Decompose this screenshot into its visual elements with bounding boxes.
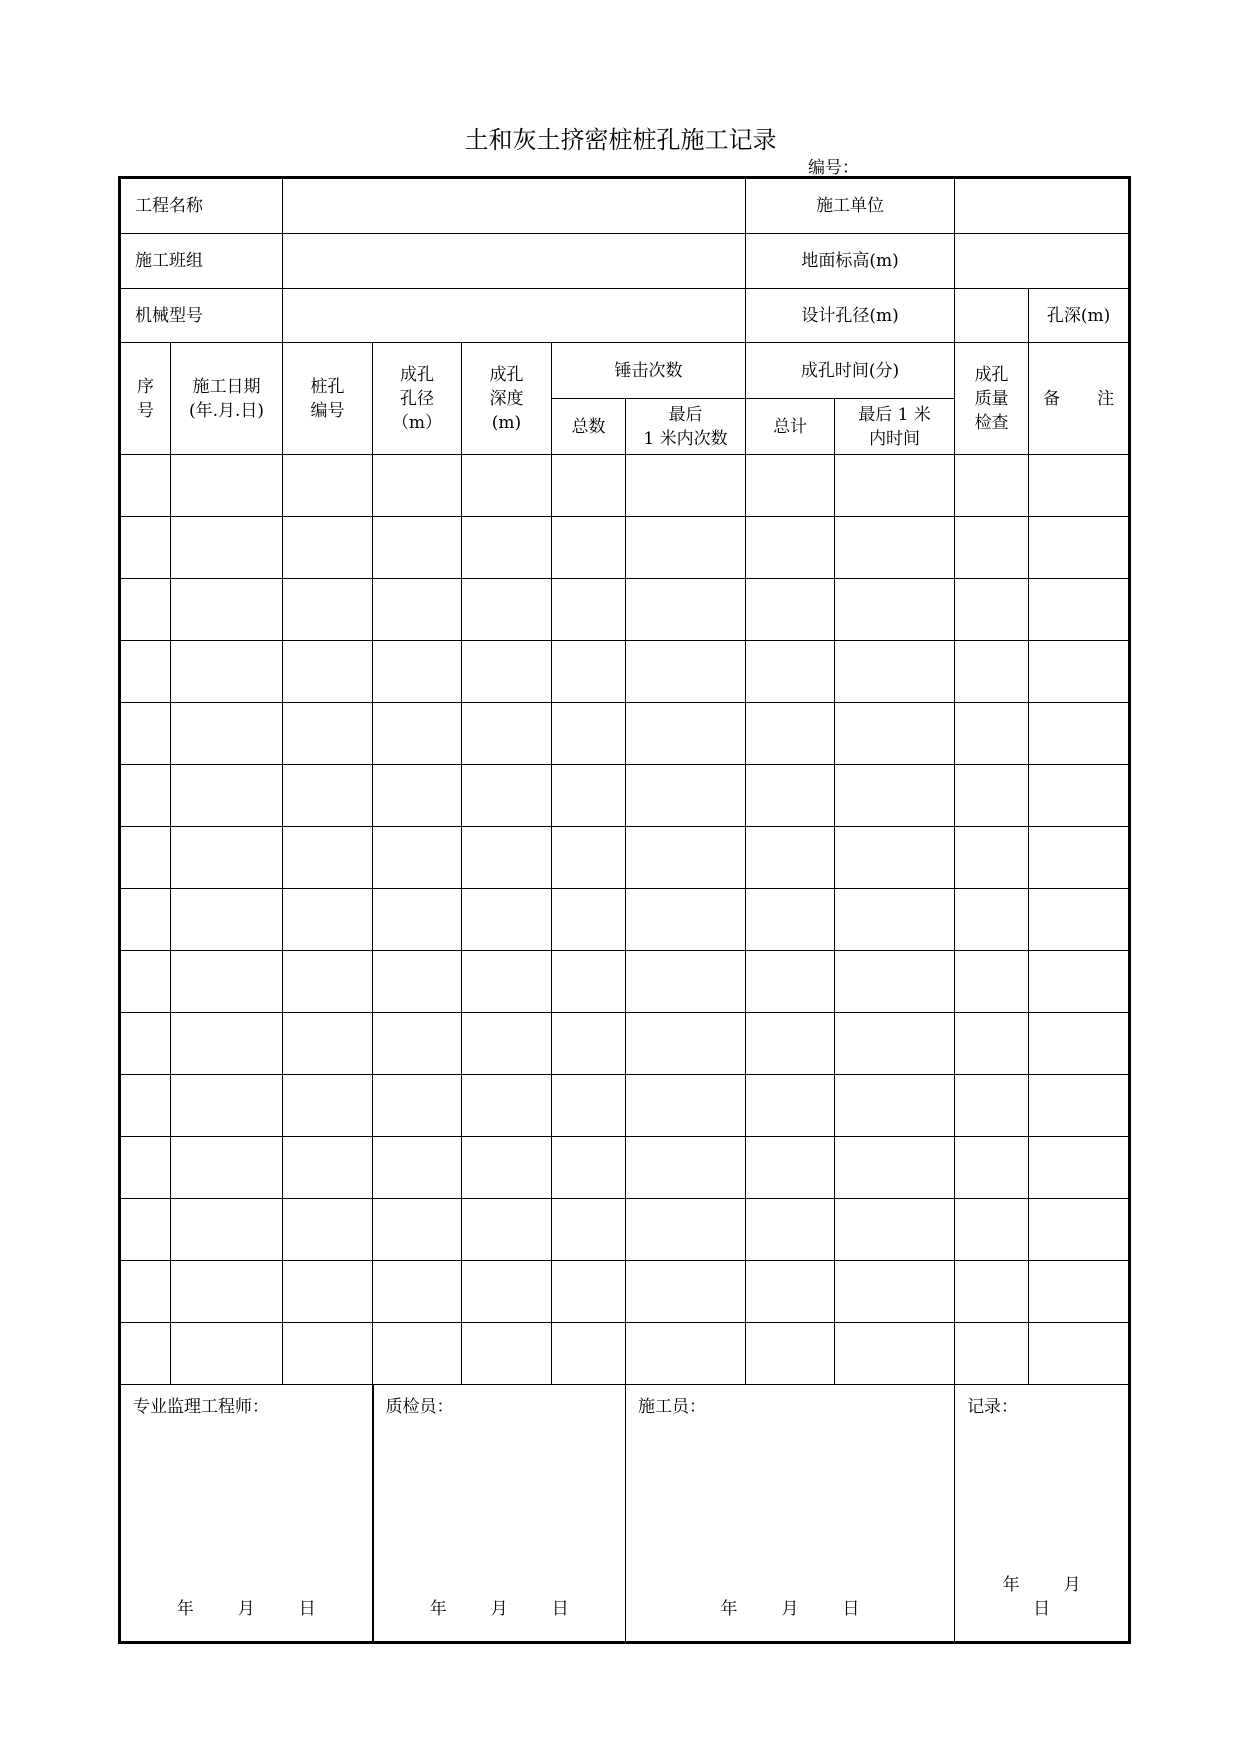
table-cell[interactable] [626,765,746,827]
col-depth-header: 成孔 深度 (m) [462,343,552,455]
signature-inspector[interactable]: 质检员： 年 月 日 [373,1385,626,1643]
table-row [120,765,1130,827]
table-cell[interactable] [955,517,1029,579]
table-cell[interactable] [552,1323,626,1385]
table-cell[interactable] [835,703,955,765]
table-cell[interactable] [373,765,462,827]
table-row [120,1261,1130,1323]
table-cell[interactable] [120,703,171,765]
table-cell[interactable] [835,951,955,1013]
table-cell[interactable] [1029,1075,1130,1137]
table-cell[interactable] [955,1323,1029,1385]
table-cell[interactable] [552,703,626,765]
table-cell[interactable] [373,1323,462,1385]
table-cell[interactable] [1029,455,1130,517]
project-name-label: 工程名称 [120,178,283,234]
hole-depth-label: 孔深(m) [1029,289,1130,343]
table-cell[interactable] [283,1261,373,1323]
ground-elevation-field[interactable] [955,234,1130,289]
table-cell[interactable] [552,455,626,517]
table-cell[interactable] [626,889,746,951]
table-cell[interactable] [626,1075,746,1137]
table-cell[interactable] [462,517,552,579]
table-cell[interactable] [835,1137,955,1199]
col-time-group-header: 成孔时间(分) [746,343,955,399]
table-cell[interactable] [955,889,1029,951]
table-cell[interactable] [373,641,462,703]
signature-date: 年 月 日 [429,1599,569,1619]
table-cell[interactable] [373,517,462,579]
col-pile-no-header: 桩孔 编号 [283,343,373,455]
table-cell[interactable] [120,765,171,827]
table-cell[interactable] [552,1137,626,1199]
table-cell[interactable] [171,1137,283,1199]
table-cell[interactable] [120,1323,171,1385]
table-cell[interactable] [746,1199,835,1261]
design-diameter-label: 设计孔径(m) [746,289,955,343]
table-cell[interactable] [283,951,373,1013]
col-seq-header: 序 号 [120,343,171,455]
table-cell[interactable] [746,517,835,579]
table-cell[interactable] [1029,1013,1130,1075]
col-time-total-header: 总计 [746,399,835,455]
table-cell[interactable] [171,1261,283,1323]
col-hammer-last-header: 最后 1 米内次数 [626,399,746,455]
table-cell[interactable] [1029,827,1130,889]
table-cell[interactable] [171,1075,283,1137]
signature-builder[interactable]: 施工员： 年 月 日 [626,1385,955,1643]
table-cell[interactable] [373,951,462,1013]
table-cell[interactable] [835,1199,955,1261]
table-cell[interactable] [746,1261,835,1323]
table-cell[interactable] [373,703,462,765]
doc-number-label: 编号： [808,158,859,178]
table-cell[interactable] [835,1075,955,1137]
signature-date: 年 月日 [1002,1575,1081,1619]
signature-row [120,1385,1130,1643]
table-cell[interactable] [746,1137,835,1199]
table-cell[interactable] [955,827,1029,889]
table-cell[interactable] [955,579,1029,641]
page-title: 土和灰土挤密桩桩孔施工记录 [464,126,777,154]
table-cell[interactable] [120,1199,171,1261]
table-cell[interactable] [462,1013,552,1075]
table-cell[interactable] [283,1137,373,1199]
table-cell[interactable] [746,641,835,703]
table-cell[interactable] [746,579,835,641]
table-cell[interactable] [955,455,1029,517]
table-row [120,455,1130,517]
table-cell[interactable] [462,641,552,703]
table-cell[interactable] [283,1013,373,1075]
table-cell[interactable] [1029,1137,1130,1199]
table-cell[interactable] [746,1075,835,1137]
table-cell[interactable] [746,889,835,951]
table-cell[interactable] [746,1013,835,1075]
table-cell[interactable] [626,1323,746,1385]
table-cell[interactable] [626,951,746,1013]
table-cell[interactable] [120,517,171,579]
table-cell[interactable] [171,765,283,827]
table-cell[interactable] [552,827,626,889]
table-cell[interactable] [626,827,746,889]
table-row [120,827,1130,889]
table-row [120,1323,1130,1385]
table-row [120,641,1130,703]
table-cell[interactable] [552,889,626,951]
table-cell[interactable] [835,765,955,827]
table-cell[interactable] [462,1137,552,1199]
table-cell[interactable] [171,641,283,703]
table-cell[interactable] [283,1075,373,1137]
signature-date: 年 月 日 [720,1599,860,1619]
table-cell[interactable] [120,579,171,641]
table-cell[interactable] [120,1137,171,1199]
table-cell[interactable] [283,1323,373,1385]
table-cell[interactable] [462,827,552,889]
table-cell[interactable] [462,579,552,641]
table-cell[interactable] [1029,1323,1130,1385]
ground-elevation-label: 地面标高(m) [746,234,955,289]
table-cell[interactable] [462,1075,552,1137]
table-cell[interactable] [746,951,835,1013]
table-cell[interactable] [746,1323,835,1385]
table-cell[interactable] [283,455,373,517]
table-cell[interactable] [955,1075,1029,1137]
table-cell[interactable] [626,1137,746,1199]
table-cell[interactable] [955,703,1029,765]
table-cell[interactable] [120,827,171,889]
table-cell[interactable] [120,455,171,517]
col-time-last-header: 最后 1 米 内时间 [835,399,955,455]
table-cell[interactable] [552,765,626,827]
table-cell[interactable] [1029,579,1130,641]
col-hammer-total-header: 总数 [552,399,626,455]
table-cell[interactable] [373,455,462,517]
info-row-2 [120,234,1130,289]
table-cell[interactable] [171,517,283,579]
table-cell[interactable] [955,1261,1029,1323]
table-cell[interactable] [552,1199,626,1261]
table-cell[interactable] [835,1323,955,1385]
table-cell[interactable] [283,641,373,703]
table-cell[interactable] [462,1323,552,1385]
machine-model-field[interactable] [283,289,746,343]
team-label: 施工班组 [120,234,283,289]
table-cell[interactable] [626,579,746,641]
table-cell[interactable] [746,765,835,827]
table-cell[interactable] [120,641,171,703]
table-cell[interactable] [1029,641,1130,703]
table-cell[interactable] [746,455,835,517]
project-name-field[interactable] [283,178,746,234]
table-cell[interactable] [1029,951,1130,1013]
table-cell[interactable] [1029,889,1130,951]
table-cell[interactable] [373,827,462,889]
table-cell[interactable] [171,1323,283,1385]
table-row [120,579,1130,641]
table-cell[interactable] [120,1261,171,1323]
info-row-3 [120,289,1130,343]
info-row-1 [120,178,1130,234]
table-cell[interactable] [626,1261,746,1323]
table-row [120,1075,1130,1137]
col-hammer-group-header: 锤击次数 [552,343,746,399]
table-cell[interactable] [626,641,746,703]
table-cell[interactable] [171,951,283,1013]
table-cell[interactable] [835,641,955,703]
table-cell[interactable] [120,1013,171,1075]
machine-model-label: 机械型号 [120,289,283,343]
header-row-1 [120,343,1130,399]
table-cell[interactable] [373,1075,462,1137]
table-cell[interactable] [835,1261,955,1323]
table-cell[interactable] [552,517,626,579]
table-cell[interactable] [373,1013,462,1075]
table-cell[interactable] [626,703,746,765]
table-cell[interactable] [1029,765,1130,827]
table-cell[interactable] [1029,703,1130,765]
table-cell[interactable] [373,1137,462,1199]
table-cell[interactable] [171,703,283,765]
table-cell[interactable] [171,889,283,951]
table-cell[interactable] [373,1199,462,1261]
table-cell[interactable] [746,703,835,765]
table-cell[interactable] [373,889,462,951]
table-cell[interactable] [283,1199,373,1261]
table-cell[interactable] [626,517,746,579]
col-remark-header: 备 注 [1029,343,1130,455]
table-cell[interactable] [462,455,552,517]
table-cell[interactable] [171,579,283,641]
table-cell[interactable] [462,1199,552,1261]
table-cell[interactable] [835,1013,955,1075]
table-cell[interactable] [373,579,462,641]
table-cell[interactable] [955,765,1029,827]
table-cell[interactable] [955,641,1029,703]
table-cell[interactable] [283,765,373,827]
table-cell[interactable] [552,1075,626,1137]
table-row [120,1013,1130,1075]
table-cell[interactable] [552,641,626,703]
table-cell[interactable] [171,1013,283,1075]
table-cell[interactable] [462,703,552,765]
table-cell[interactable] [955,1137,1029,1199]
table-cell[interactable] [746,827,835,889]
col-diameter-header: 成孔 孔径 （m） [373,343,462,455]
table-cell[interactable] [283,517,373,579]
col-date-header: 施工日期 (年.月.日) [171,343,283,455]
table-cell[interactable] [835,455,955,517]
table-row [120,889,1130,951]
table-cell[interactable] [373,1261,462,1323]
data-rows [120,455,1130,1385]
table-cell[interactable] [626,1199,746,1261]
table-cell[interactable] [120,951,171,1013]
table-cell[interactable] [120,889,171,951]
table-row [120,1199,1130,1261]
table-cell[interactable] [552,951,626,1013]
table-row [120,703,1130,765]
construction-unit-field[interactable] [955,178,1130,234]
signature-date: 年 月 日 [176,1599,316,1619]
table-cell[interactable] [283,889,373,951]
table-cell[interactable] [1029,1261,1130,1323]
table-cell[interactable] [835,579,955,641]
design-diameter-field[interactable] [955,289,1029,343]
construction-unit-label: 施工单位 [746,178,955,234]
table-cell[interactable] [120,1075,171,1137]
col-quality-header: 成孔 质量 检查 [955,343,1029,455]
team-field[interactable] [283,234,746,289]
table-cell[interactable] [835,517,955,579]
table-cell[interactable] [462,951,552,1013]
table-row [120,517,1130,579]
table-cell[interactable] [835,889,955,951]
table-cell[interactable] [283,579,373,641]
table-cell[interactable] [283,827,373,889]
table-cell[interactable] [835,827,955,889]
signature-recorder[interactable]: 记录： 年 月日 [955,1385,1130,1643]
table-cell[interactable] [626,1013,746,1075]
table-cell[interactable] [462,765,552,827]
table-cell[interactable] [552,1013,626,1075]
table-cell[interactable] [1029,1199,1130,1261]
table-cell[interactable] [283,703,373,765]
construction-record-form [118,176,1131,1644]
table-cell[interactable] [171,827,283,889]
table-row [120,1137,1130,1199]
table-cell[interactable] [552,579,626,641]
signature-supervisor[interactable]: 专业监理工程师： 年 月 日 [120,1385,373,1643]
table-cell[interactable] [171,455,283,517]
table-cell[interactable] [1029,517,1130,579]
table-row [120,951,1130,1013]
table-cell[interactable] [955,1013,1029,1075]
table-cell[interactable] [552,1261,626,1323]
table-cell[interactable] [955,951,1029,1013]
table-cell[interactable] [462,889,552,951]
table-cell[interactable] [955,1199,1029,1261]
table-cell[interactable] [626,455,746,517]
table-cell[interactable] [462,1261,552,1323]
table-cell[interactable] [171,1199,283,1261]
